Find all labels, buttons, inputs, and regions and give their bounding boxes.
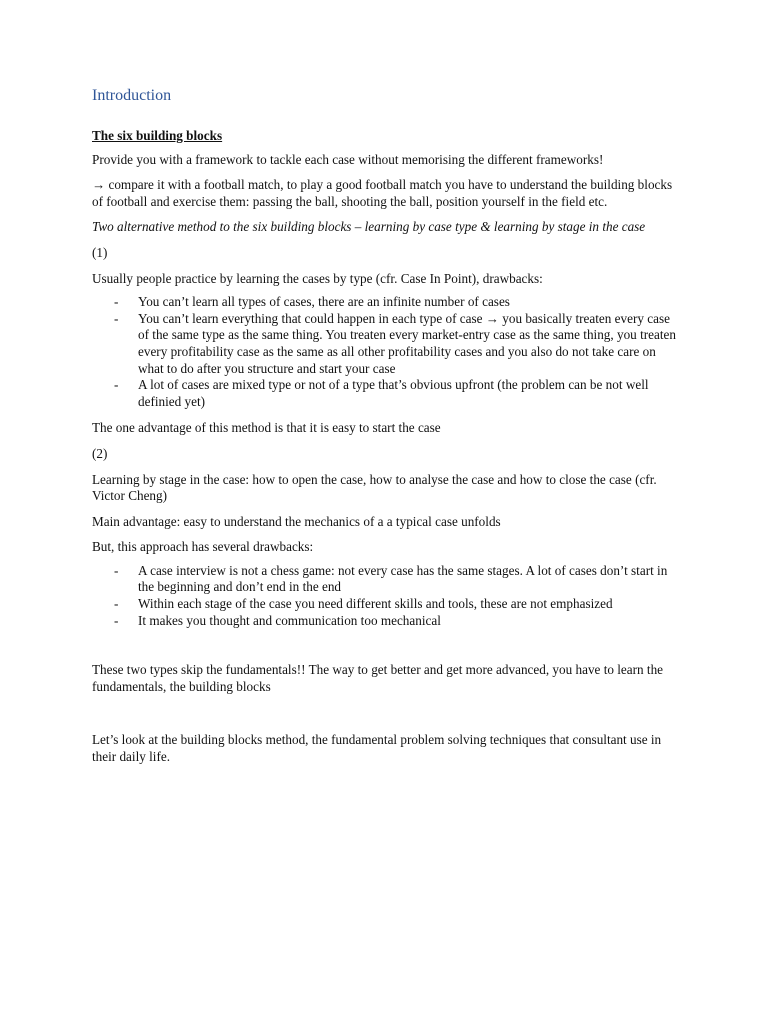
type-advantage-paragraph: The one advantage of this method is that it is easy to start the case [92, 420, 441, 436]
subheading: The six building blocks [92, 128, 223, 143]
list-item: - A case interview is not a chess game: not every case has the same stages. A lot of cases don’t start in the beginning and don’t end in the end [138, 563, 684, 596]
type-drawbacks-list [92, 294, 684, 410]
list-item: - It makes you thought and communication too mechanical [138, 613, 684, 630]
stage-intro-paragraph: Learning by stage in the case: how to open the case, how to analyse the case and how to close the case (cfr. Victor Cheng) [92, 471, 657, 504]
fundamentals-paragraph: These two types skip the fundamentals!! The way to get better and get more advanced, you have to learn the fundamentals, the building blocks [92, 662, 664, 694]
marker-two: (2) [92, 445, 108, 461]
type-intro-paragraph: Usually people practice by learning the cases by type (cfr. Case In Point), drawbacks: [92, 270, 543, 286]
spacer [92, 704, 684, 732]
stage-but-paragraph: But, this approach has several drawbacks: [92, 539, 314, 555]
document-page [92, 86, 684, 775]
list-item: - You can’t learn everything that could happen in each type of case → you basically treaten every case of the same type as the same thing. You treaten every market-entry case as the same thing, you treaten every profitability case as the same as all other profitability cases and you also do not take care on what to do after you structure and start your case [138, 311, 684, 377]
list-item: - A lot of cases are mixed type or not of a type that’s obvious upfront (the problem can be not well definied yet) [138, 377, 684, 410]
stage-advantage-paragraph: Main advantage: easy to understand the mechanics of a a typical case unfolds [92, 513, 501, 529]
marker-one: (1) [92, 244, 108, 260]
closing-paragraph: Let’s look at the building blocks method, the fundamental problem solving techniques that consultant use in their daily life. [92, 732, 662, 765]
football-paragraph: → compare it with a football match, to play a good football match you have to understand the building blocks of football and exercise them: passing the ball, shooting the ball, position yourself in the field etc. [92, 177, 673, 209]
list-item: - You can’t learn all types of cases, there are an infinite number of cases [138, 294, 684, 311]
spacer [92, 639, 684, 662]
alternatives-paragraph: Two alternative method to the six building blocks – learning by case type & learning by stage in the case [92, 219, 646, 235]
stage-drawbacks-list [92, 563, 684, 629]
intro-paragraph: Provide you with a framework to tackle each case without memorising the different frameworks! [92, 151, 604, 167]
section-heading: Introduction [92, 87, 172, 104]
list-item: - Within each stage of the case you need different skills and tools, these are not emphasized [138, 596, 684, 613]
